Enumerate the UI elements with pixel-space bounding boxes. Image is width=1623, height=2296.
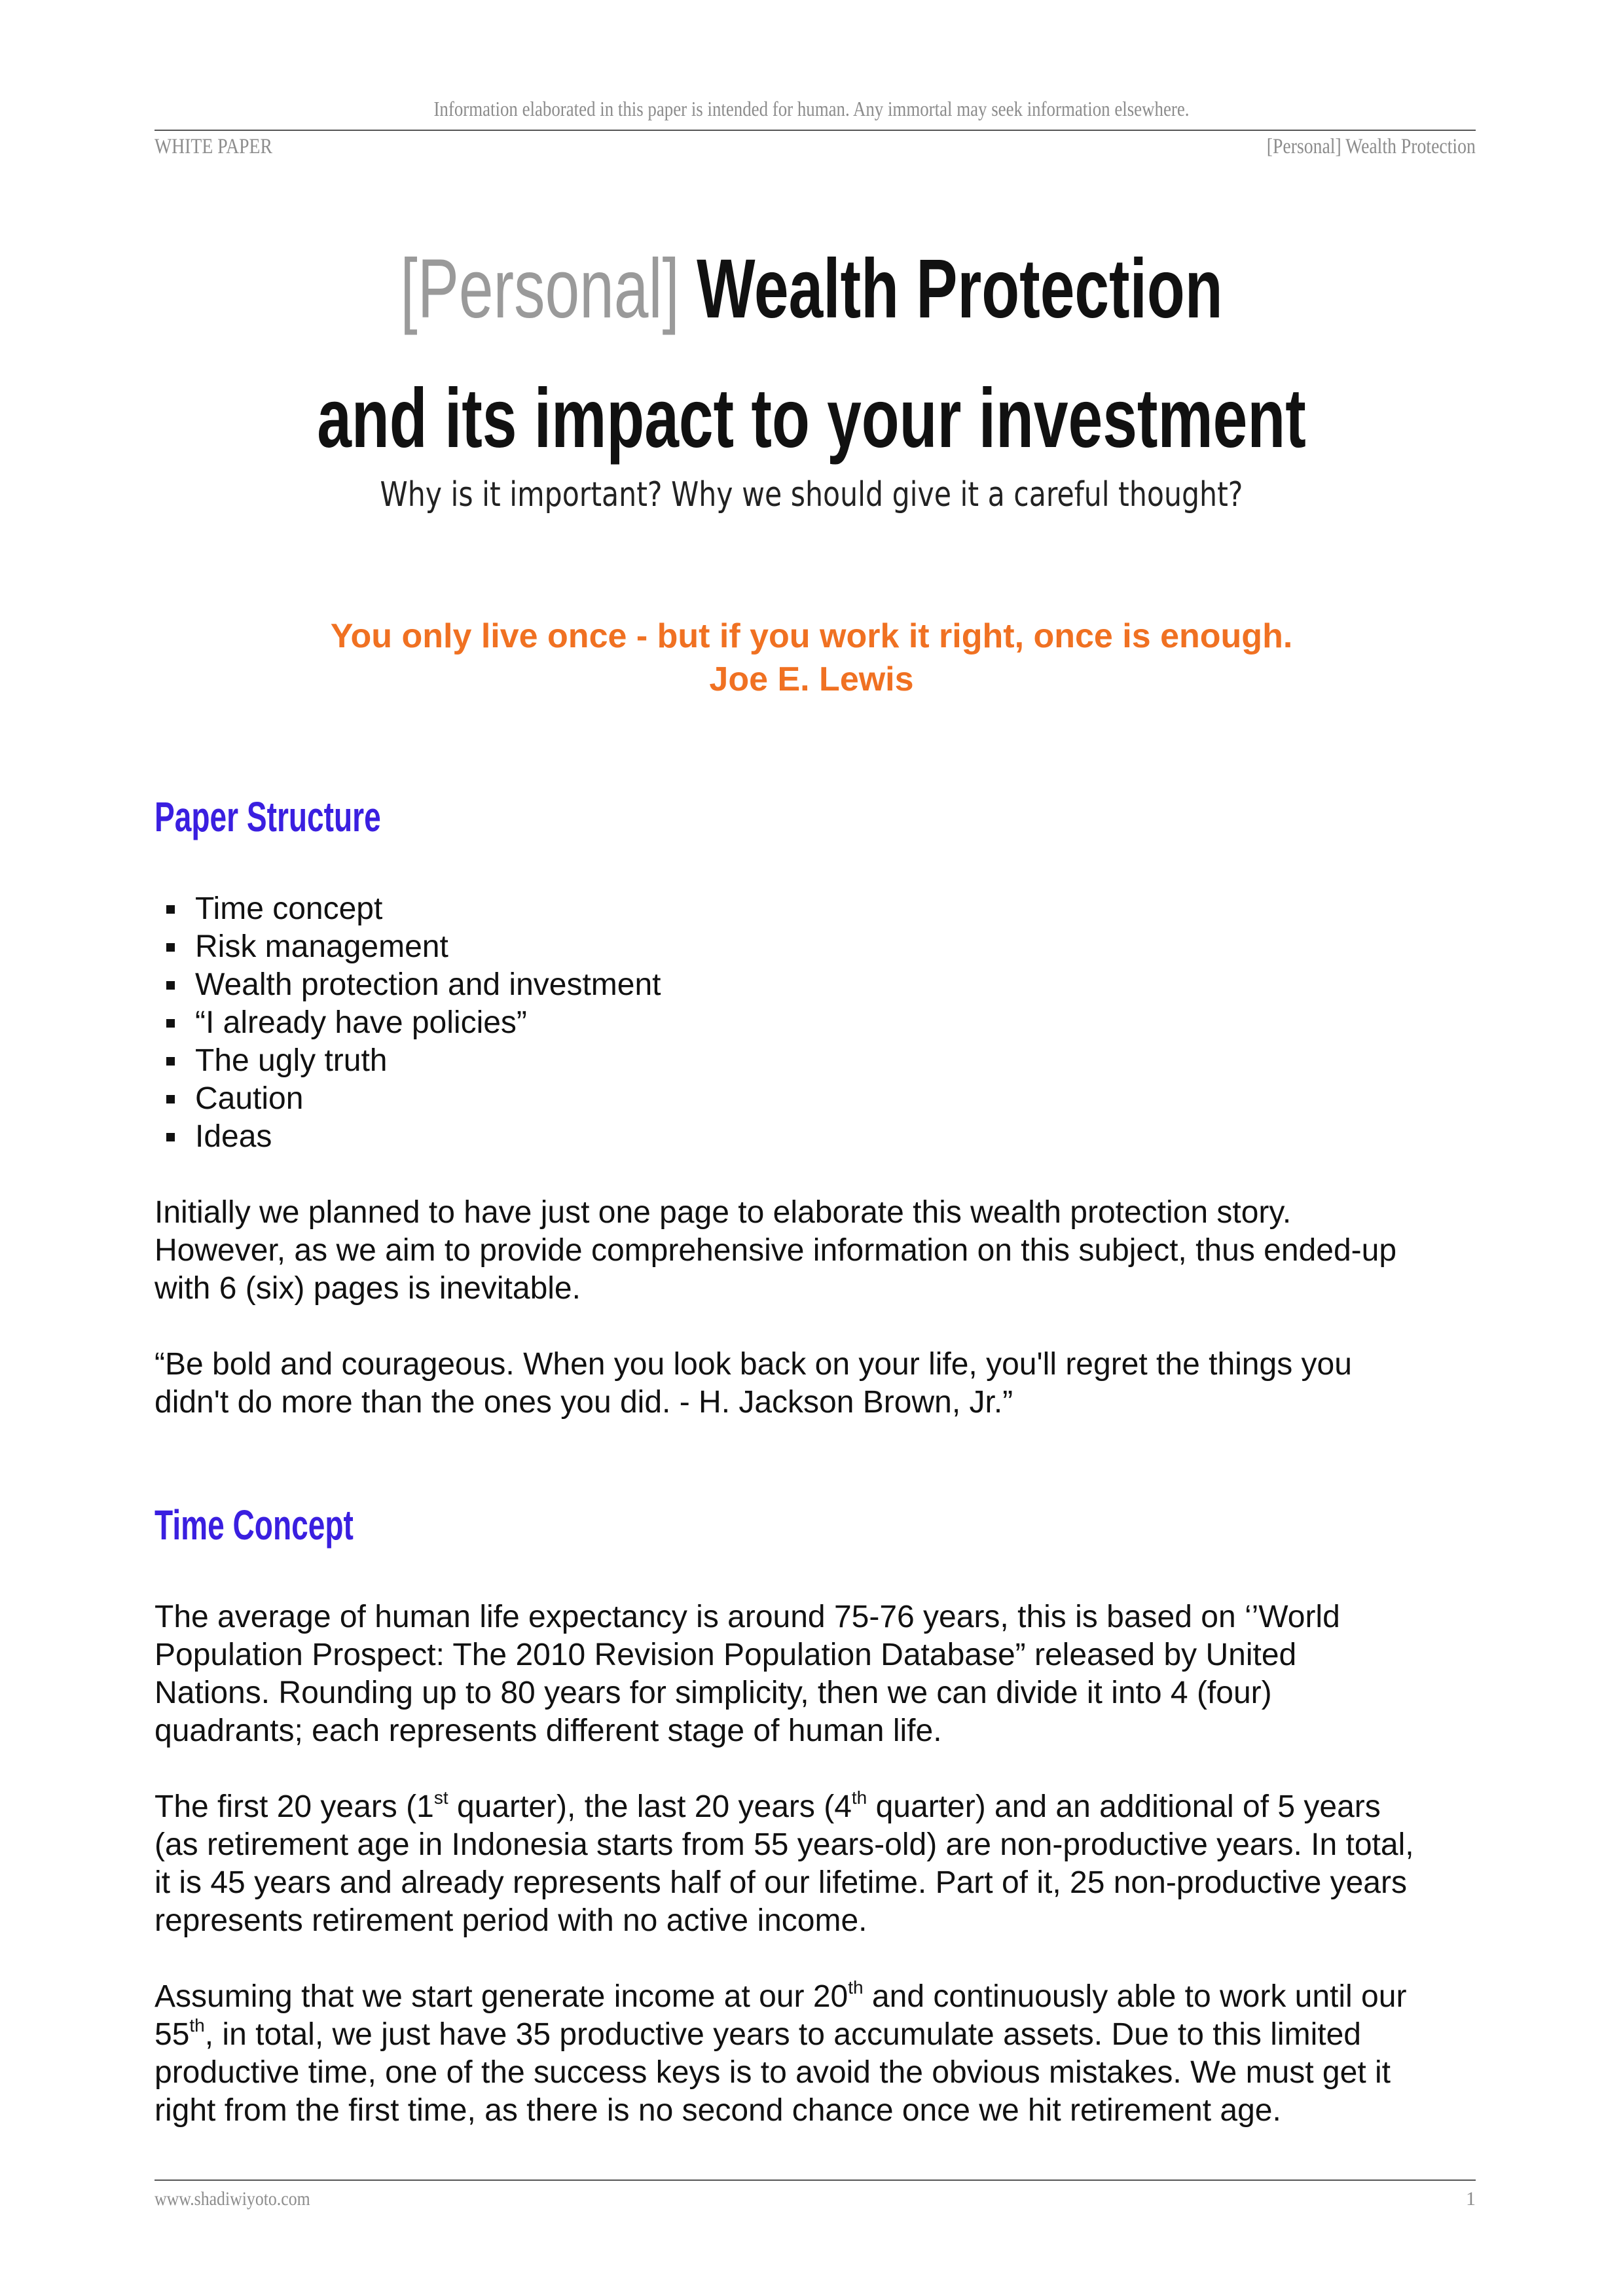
epigraph-author: Joe E. Lewis (709, 660, 914, 698)
document-title-line1 (211, 242, 1412, 336)
header-right-label: [Personal] Wealth Protection (1266, 135, 1476, 158)
footer-website: www.shadiwiyoto.com (155, 2188, 310, 2210)
page-number: 1 (1466, 2188, 1476, 2210)
list-item: Caution (155, 1080, 661, 1118)
document-title-line2: and its impact to your investment (317, 372, 1306, 465)
paper-structure-list (155, 890, 661, 1156)
document-subtitle: Why is it important? Why we should give it a careful thought? (380, 475, 1243, 514)
list-item: Risk management (155, 928, 661, 966)
bullet-square-icon (166, 1095, 175, 1103)
bullet-square-icon (166, 905, 175, 914)
disclaimer-note: Information elaborated in this paper is intended for human. Any immortal may seek information elsewhere. (433, 97, 1190, 120)
list-item: Time concept (155, 890, 661, 928)
section-heading-time-concept: Time Concept (155, 1501, 354, 1549)
inspirational-quote-paragraph: “Be bold and courageous. When you look back on your life, you'll regret the things you didn't do more than the ones you did. - H. Jackson Brown, Jr.” (155, 1347, 1352, 1420)
time-concept-paragraph-3: Assuming that we start generate income at our 20th and continuously able to work until our 55th, in total, we just have 35 productive years to accumulate assets. Due to this limited productive time, one of the success keys is to avoid the obvious mistakes. We must get it right from the first time, as there is no second chance once we hit retirement age. (155, 1977, 1407, 2128)
bullet-square-icon (166, 1019, 175, 1028)
title-main: Wealth Protection (697, 242, 1223, 336)
list-item: Wealth protection and investment (155, 966, 661, 1004)
title-personal-prefix: [Personal] (400, 242, 680, 336)
footer-rule (155, 2179, 1476, 2181)
header-rule (155, 130, 1476, 131)
header-left-label: WHITE PAPER (155, 135, 272, 158)
bullet-square-icon (166, 1133, 175, 1141)
section-heading-paper-structure: Paper Structure (155, 793, 381, 840)
bullet-square-icon (166, 1057, 175, 1066)
list-item: The ugly truth (155, 1042, 661, 1080)
list-item: Ideas (155, 1118, 661, 1156)
epigraph-quote: You only live once - but if you work it right, once is enough. (330, 617, 1293, 655)
list-item: “I already have policies” (155, 1004, 661, 1042)
bullet-square-icon (166, 981, 175, 990)
bullet-square-icon (166, 943, 175, 952)
paper-structure-paragraph: Initially we planned to have just one page to elaborate this wealth protection story. However, as we aim to provide comprehensive information on this subject, thus ended-up with 6 (six) pages is inevitable. (155, 1195, 1397, 1306)
time-concept-paragraph-1: The average of human life expectancy is around 75-76 years, this is based on ‘’World Population Prospect: The 2010 Revision Population Database” released by United Nations. Rounding up to 80 years for simplicity, then we can divide it into 4 (four) quadrants; each represents different stage of human life. (155, 1600, 1340, 1748)
time-concept-paragraph-2: The first 20 years (1st quarter), the last 20 years (4th quarter) and an additional of 5 years (as retirement age in Indonesia starts from 55 years-old) are non-productive years. In total, it is 45 years and already represents half of our lifetime. Part of it, 25 non-productive years represents retirement period with no active income. (155, 1787, 1414, 1938)
